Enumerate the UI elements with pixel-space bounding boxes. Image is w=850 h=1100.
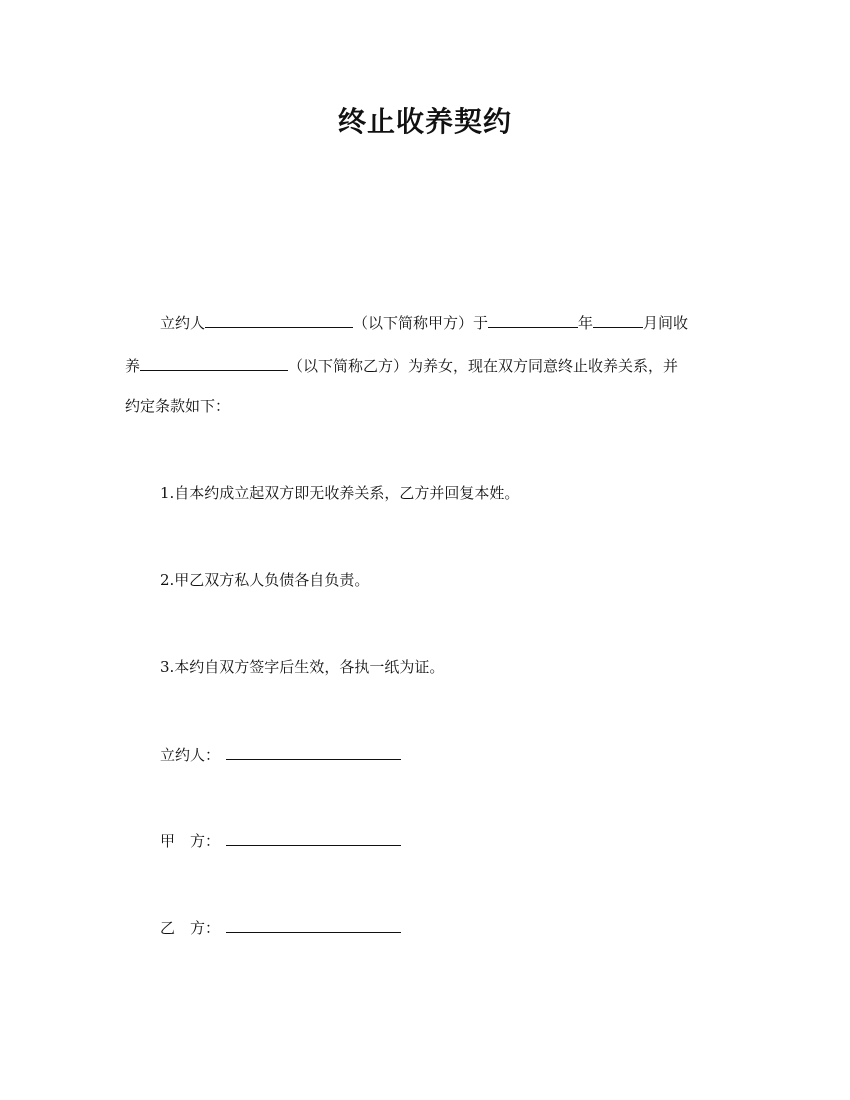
intro-text-abbrev-a: （以下简称甲方）于 [353,314,489,332]
signature-label: 乙 方： [160,919,221,937]
intro-line-3 [125,396,230,416]
intro-text-adopt: 养 [125,357,141,375]
adoptee-name-blank[interactable] [140,354,288,371]
signature-blank-a[interactable] [226,829,401,846]
signature-blank-b[interactable] [226,916,401,933]
intro-text-party: 立约人 [160,314,206,332]
clause-item: 1.自本约成立起双方即无收养关系，乙方并回复本姓。 [160,484,520,502]
intro-text-abbrev-b: （以下简称乙方）为养女，现在双方同意终止收养关系，并 [288,357,679,375]
signature-label: 甲 方： [160,832,221,850]
document-title: 终止收养契约 [337,105,512,138]
intro-text-month: 月间收 [643,314,689,332]
clause-item: 2.甲乙双方私人负债各自负责。 [160,571,370,589]
signature-row-party [160,743,401,765]
party-name-blank[interactable] [205,311,353,328]
clause-item: 3.本约自双方签字后生效，各执一纸为证。 [160,658,445,676]
signature-row-b [160,916,401,938]
signature-label: 立约人： [160,746,221,764]
intro-line-2 [125,354,678,376]
intro-text-year: 年 [578,314,594,332]
year-blank[interactable] [488,311,578,328]
month-blank[interactable] [593,311,643,328]
intro-line-1 [160,311,688,333]
signature-blank-party[interactable] [226,743,401,760]
signature-row-a [160,829,401,851]
intro-text-terms: 约定条款如下： [125,397,231,415]
